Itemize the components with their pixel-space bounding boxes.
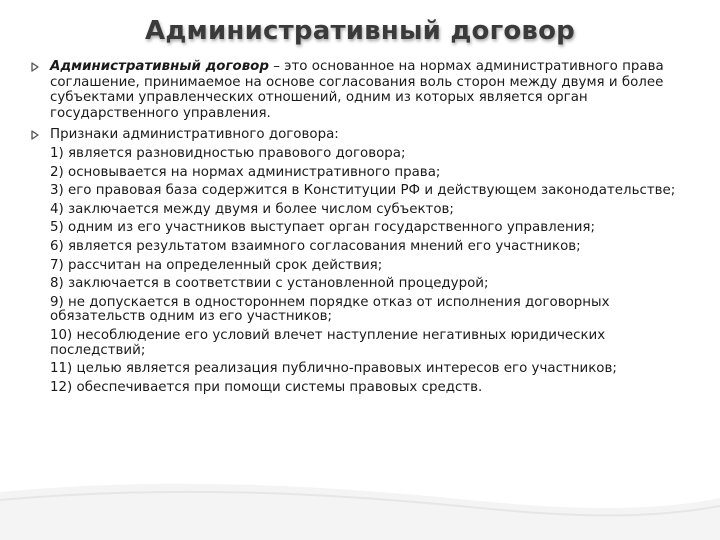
definition-text: – это основанное на нормах административного права соглашение, принимаемое на основе согласования воль сторон между двумя и более субъектами управленческих отношений, одним из которых является орган государственного управления.: [50, 59, 664, 121]
list-item: 3) его правовая база содержится в Конституции РФ и действующем законодательстве;: [50, 183, 676, 199]
definition-bullet: [30, 59, 690, 121]
list-item: 6) является результатом взаимного согласования мнений его участников;: [50, 238, 581, 254]
arrow-bullet-icon: [30, 62, 40, 72]
signs-heading: Признаки административного договора:: [50, 127, 339, 143]
arrow-bullet-icon: [30, 130, 40, 140]
list-item: 10) несоблюдение его условий влечет наступление негативных юридических последствий;: [50, 327, 606, 358]
list-item: 5) одним из его участников выступает орган государственного управления;: [50, 220, 595, 236]
slide-content: [30, 59, 690, 395]
list-item: 4) заключается между двумя и более числом субъектов;: [50, 201, 454, 217]
slide-title: Административный договор: [145, 16, 575, 46]
list-item: 11) целью является реализация публично-правовых интересов его участников;: [50, 361, 617, 377]
list-item: 8) заключается в соответствии с установленной процедурой;: [50, 276, 489, 292]
list-item: 2) основывается на нормах административного права;: [50, 164, 441, 180]
list-item: 9) не допускается в одностороннем порядке отказ от исполнения договорных обязательств одним из его участников;: [50, 294, 610, 325]
signs-bullet: [30, 127, 690, 395]
definition-term: Административный договор: [50, 59, 269, 74]
list-item: 7) рассчитан на определенный срок действия;: [50, 257, 383, 273]
list-item: 1) является разновидностью правового договора;: [50, 145, 406, 161]
bottom-wave-decoration: [0, 470, 720, 540]
signs-list: [50, 147, 690, 395]
list-item: 12) обеспечивается при помощи системы правовых средств.: [50, 379, 483, 395]
